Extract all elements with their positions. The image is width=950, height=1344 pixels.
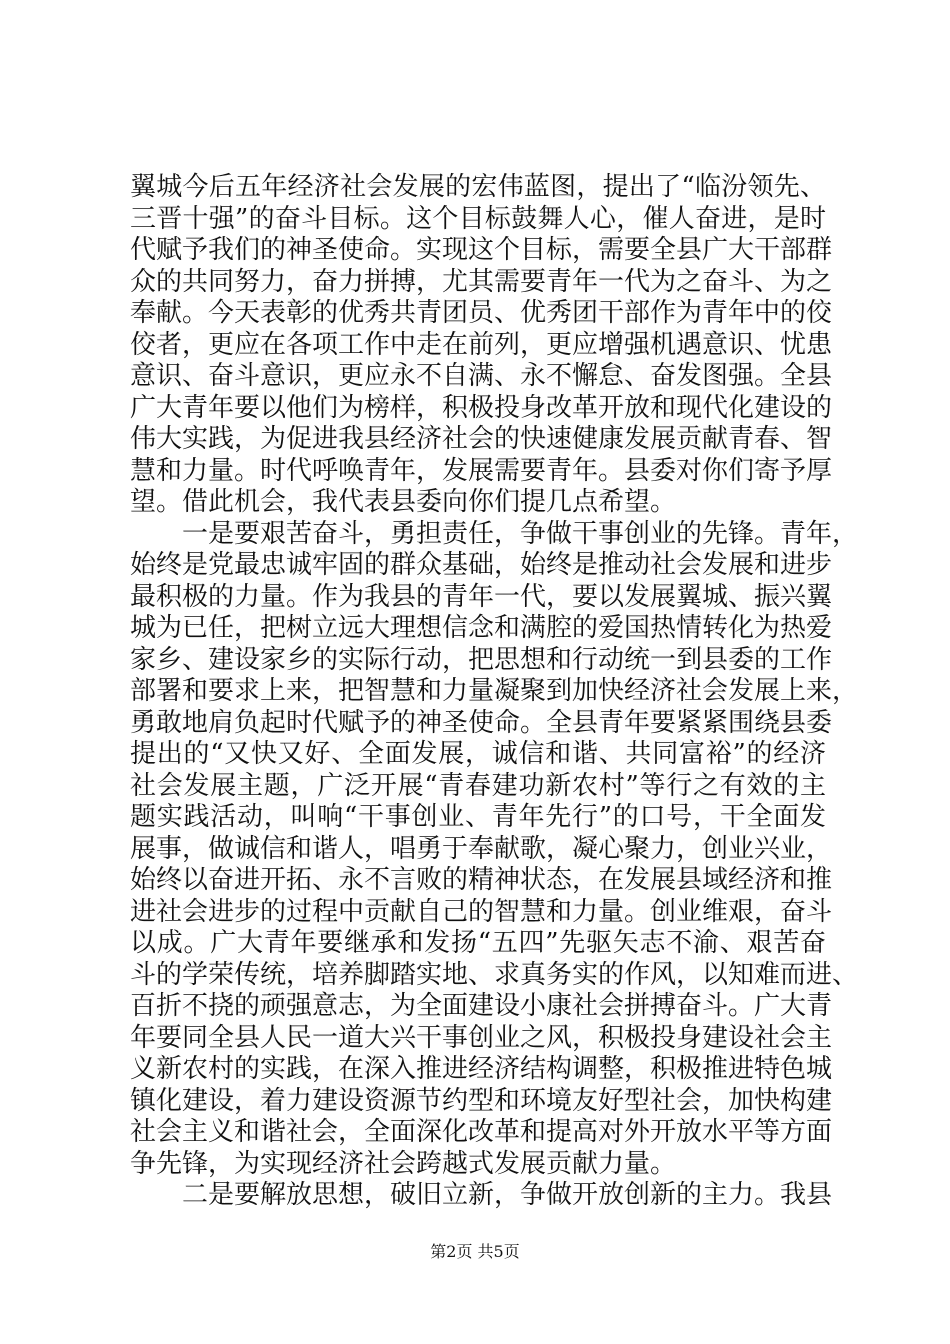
text-line: 义新农村的实践，在深入推进经济结构调整，积极推进特色城 (130, 1054, 833, 1084)
text-line: 年要同全县人民一道大兴干事创业之风，积极投身建设社会主 (130, 1022, 833, 1053)
text-line: 广大青年要以他们为榜样，积极投身改革开放和现代化建设的 (130, 392, 833, 423)
paragraph-start-line: 二是要解放思想，破旧立新，争做开放创新的主力。我县 (182, 1180, 833, 1210)
text-line: 望。借此机会，我代表县委向你们提几点希望。 (130, 487, 677, 517)
page-footer (0, 1242, 950, 1262)
text-line: 城为已任，把树立远大理想信念和满腔的爱国热情转化为热爱 (130, 613, 833, 643)
text-line: 百折不挠的顽强意志，为全面建设小康社会拼搏奋斗。广大青 (130, 991, 833, 1021)
text-line: 展事，做诚信和谐人，唱勇于奉献歌，凝心聚力，创业兴业， (130, 833, 833, 864)
text-line: 进社会进步的过程中贡献自己的智慧和力量。创业维艰，奋斗 (130, 896, 833, 927)
text-line: 众的共同努力，奋力拼搏，尤其需要青年一代为之奋斗、为之 (130, 266, 833, 297)
text-line: 始终是党最忠诚牢固的群众基础，始终是推动社会发展和进步 (130, 550, 833, 580)
text-line: 最积极的力量。作为我县的青年一代，要以发展翼城、振兴翼 (130, 581, 833, 612)
text-line: 部署和要求上来，把智慧和力量凝聚到加快经济社会发展上来， (130, 676, 859, 706)
text-line: 勇敢地肩负起时代赋予的神圣使命。全县青年要紧紧围绕县委 (130, 707, 833, 738)
text-line: 三晋十强”的奋斗目标。这个目标鼓舞人心，催人奋进，是时 (130, 203, 826, 234)
text-line: 题实践活动，叫响“干事创业、青年先行”的口号，干全面发 (130, 802, 826, 832)
text-line: 争先锋，为实现经济社会跨越式发展贡献力量。 (130, 1148, 677, 1179)
text-line: 伟大实践，为促进我县经济社会的快速健康发展贡献青春、智 (130, 424, 833, 454)
text-line: 始终以奋进开拓、永不言败的精神状态，在发展县域经济和推 (130, 865, 833, 895)
text-line: 奉献。今天表彰的优秀共青团员、优秀团干部作为青年中的佼 (130, 298, 833, 328)
text-line: 翼城今后五年经济社会发展的宏伟蓝图，提出了“临汾领先、 (130, 172, 826, 202)
text-line: 意识、奋斗意识，更应永不自满、永不懈怠、奋发图强。全县 (130, 361, 833, 391)
text-line: 社会发展主题，广泛开展“青春建功新农村”等行之有效的主 (130, 770, 826, 801)
text-line: 家乡、建设家乡的实际行动，把思想和行动统一到县委的工作 (130, 644, 833, 675)
text-line: 佼者，更应在各项工作中走在前列，更应增强机遇意识、忧患 (130, 329, 833, 360)
page-number: 第2页 共5页 (430, 1242, 520, 1261)
text-line: 以成。广大青年要继承和发扬“五四”先驱矢志不渝、艰苦奋 (130, 928, 826, 958)
text-line: 镇化建设，着力建设资源节约型和环境友好型社会，加快构建 (130, 1085, 833, 1116)
text-line: 斗的学荣传统，培养脚踏实地、求真务实的作风，以知难而进、 (130, 959, 859, 990)
text-line: 慧和力量。时代呼唤青年，发展需要青年。县委对你们寄予厚 (130, 455, 833, 486)
text-line: 社会主义和谐社会，全面深化改革和提高对外开放水平等方面 (130, 1117, 833, 1147)
body-text (130, 172, 859, 1212)
text-line: 提出的“又快又好、全面发展，诚信和谐、共同富裕”的经济 (130, 739, 826, 769)
text-line: 代赋予我们的神圣使命。实现这个目标，需要全县广大干部群 (130, 235, 833, 265)
paragraph-start-line: 一是要艰苦奋斗，勇担责任，争做干事创业的先锋。青年， (182, 518, 859, 549)
